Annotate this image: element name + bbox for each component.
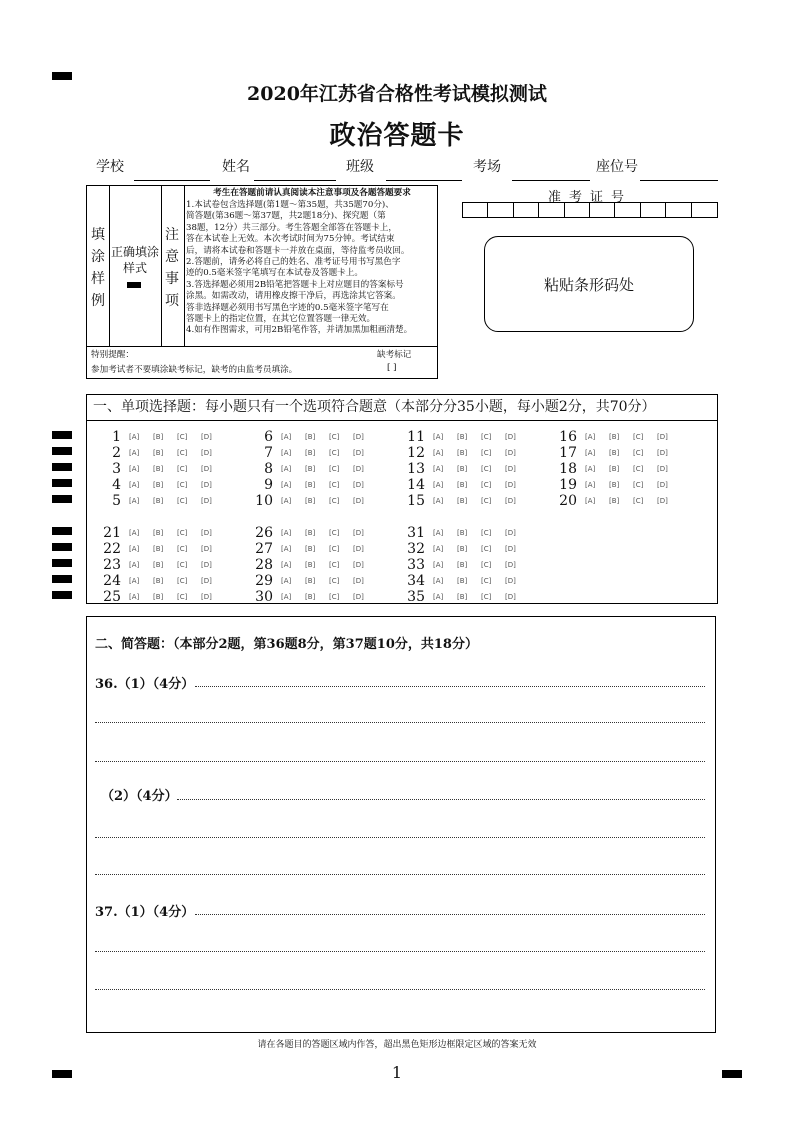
answer-bubble[interactable]: [B] bbox=[153, 593, 164, 601]
notice-line: 3.答选择题必须用2B铅笔把答题卡上对应题目的答案标号 bbox=[186, 279, 404, 290]
answer-bubble[interactable]: [D] bbox=[353, 449, 364, 457]
answer-bubble[interactable]: [C] bbox=[329, 545, 340, 553]
answer-bubble[interactable]: [D] bbox=[505, 529, 516, 537]
question-row bbox=[247, 461, 377, 477]
question-number: 2 bbox=[112, 445, 121, 461]
barcode-area bbox=[484, 236, 694, 332]
short-answer-title: 二、简答题：（本部分2题，第36题8分，第37题10分，共18分） bbox=[95, 637, 478, 652]
answer-bubble[interactable]: [A] bbox=[281, 433, 292, 441]
question-number: 13 bbox=[407, 461, 425, 477]
answer-bubble[interactable]: [D] bbox=[657, 465, 668, 473]
answer-bubble[interactable]: [D] bbox=[657, 481, 668, 489]
q37-part1-label: 37.（1）（4分） bbox=[95, 905, 195, 920]
answer-bubble[interactable]: [B] bbox=[457, 481, 468, 489]
question-row bbox=[551, 477, 681, 493]
answer-bubble[interactable]: [C] bbox=[329, 433, 340, 441]
absent-checkbox[interactable]: [ ] bbox=[387, 363, 397, 373]
question-row bbox=[95, 541, 225, 557]
answer-bubble[interactable]: [C] bbox=[481, 465, 492, 473]
question-row bbox=[247, 557, 377, 573]
question-row bbox=[247, 477, 377, 493]
answer-bubble[interactable]: [A] bbox=[585, 449, 596, 457]
answer-bubble[interactable]: [C] bbox=[633, 497, 644, 505]
notice-line: 答题卡上的指定位置，在其它位置答题一律无效。 bbox=[186, 314, 376, 325]
answer-bubble[interactable]: [B] bbox=[457, 529, 468, 537]
answer-bubble[interactable]: [B] bbox=[305, 465, 316, 473]
question-number: 9 bbox=[264, 477, 273, 493]
answer-bubble[interactable]: [A] bbox=[433, 481, 444, 489]
question-row bbox=[399, 557, 529, 573]
answer-bubble[interactable]: [B] bbox=[305, 577, 316, 585]
question-row bbox=[95, 445, 225, 461]
answer-bubble[interactable]: [C] bbox=[481, 545, 492, 553]
answer-bubble[interactable]: [D] bbox=[505, 449, 516, 457]
question-number: 15 bbox=[407, 493, 425, 509]
question-number: 12 bbox=[407, 445, 425, 461]
answer-bubble[interactable]: [C] bbox=[329, 497, 340, 505]
question-number: 32 bbox=[407, 541, 425, 557]
answer-bubble[interactable]: [A] bbox=[129, 529, 140, 537]
choice-section bbox=[86, 394, 718, 604]
notice-line: 4.如有作图需求，可用2B铅笔作答，并请加黑加粗画清楚。 bbox=[186, 325, 413, 336]
answer-bubble[interactable]: [D] bbox=[505, 433, 516, 441]
answer-bubble[interactable]: [D] bbox=[505, 481, 516, 489]
answer-bubble[interactable]: [D] bbox=[657, 497, 668, 505]
notice-line: 简答题(第36题～第37题，共2题18分)、探究题（第 bbox=[186, 211, 386, 222]
answer-line[interactable] bbox=[95, 722, 705, 723]
correct-fill-sample bbox=[127, 282, 141, 288]
answer-bubble[interactable]: [C] bbox=[481, 577, 492, 585]
exam-room-field[interactable] bbox=[512, 164, 590, 181]
question-row bbox=[399, 461, 529, 477]
answer-bubble[interactable]: [C] bbox=[177, 577, 188, 585]
question-number: 28 bbox=[255, 557, 273, 573]
question-row bbox=[95, 573, 225, 589]
question-number: 31 bbox=[407, 525, 425, 541]
answer-bubble[interactable]: [B] bbox=[153, 433, 164, 441]
answer-bubble[interactable]: [D] bbox=[353, 433, 364, 441]
question-row bbox=[247, 589, 377, 605]
answer-bubble[interactable]: [A] bbox=[585, 481, 596, 489]
answer-bubble[interactable]: [D] bbox=[201, 465, 212, 473]
notice-line: 迹的0.5毫米签字笔填写在本试卷及答题卡上。 bbox=[186, 268, 363, 279]
answer-bubble[interactable]: [A] bbox=[281, 497, 292, 505]
answer-bubble[interactable]: [A] bbox=[433, 497, 444, 505]
exam-title: 2020年江苏省合格性考试模拟测试 bbox=[247, 83, 547, 105]
answer-line[interactable] bbox=[95, 951, 705, 952]
answer-bubble[interactable]: [B] bbox=[457, 433, 468, 441]
question-row bbox=[551, 493, 681, 509]
question-number: 26 bbox=[255, 525, 273, 541]
answer-bubble[interactable]: [A] bbox=[281, 593, 292, 601]
answer-bubble[interactable]: [C] bbox=[633, 433, 644, 441]
answer-bubble[interactable]: [C] bbox=[481, 433, 492, 441]
question-number: 18 bbox=[559, 461, 577, 477]
answer-line[interactable] bbox=[95, 989, 705, 990]
answer-line[interactable] bbox=[95, 874, 705, 875]
answer-bubble[interactable]: [A] bbox=[129, 481, 140, 489]
answer-bubble[interactable]: [B] bbox=[305, 433, 316, 441]
answer-bubble[interactable]: [D] bbox=[201, 433, 212, 441]
answer-bubble[interactable]: [D] bbox=[353, 465, 364, 473]
question-number: 16 bbox=[559, 429, 577, 445]
answer-bubble[interactable]: [A] bbox=[281, 449, 292, 457]
answer-bubble[interactable]: [B] bbox=[457, 593, 468, 601]
question-row bbox=[247, 445, 377, 461]
answer-bubble[interactable]: [D] bbox=[201, 577, 212, 585]
answer-bubble[interactable]: [B] bbox=[457, 561, 468, 569]
answer-bubble[interactable]: [B] bbox=[457, 577, 468, 585]
answer-bubble[interactable]: [D] bbox=[353, 481, 364, 489]
question-number: 4 bbox=[112, 477, 121, 493]
answer-bubble[interactable]: [B] bbox=[609, 449, 620, 457]
question-row bbox=[95, 525, 225, 541]
question-number: 21 bbox=[103, 525, 121, 541]
question-row bbox=[399, 541, 529, 557]
answer-bubble[interactable]: [D] bbox=[505, 465, 516, 473]
notice-label: 注 意 事 项 bbox=[165, 227, 179, 309]
question-row bbox=[399, 445, 529, 461]
answer-bubble[interactable]: [C] bbox=[329, 465, 340, 473]
answer-bubble[interactable]: [D] bbox=[657, 449, 668, 457]
answer-bubble[interactable]: [D] bbox=[353, 529, 364, 537]
notice-heading: 考生在答题前请认真阅读本注意事项及各题答题要求 bbox=[213, 188, 411, 198]
answer-bubble[interactable]: [A] bbox=[129, 545, 140, 553]
question-number: 17 bbox=[559, 445, 577, 461]
answer-bubble[interactable]: [D] bbox=[353, 593, 364, 601]
answer-bubble[interactable]: [D] bbox=[353, 577, 364, 585]
answer-bubble[interactable]: [B] bbox=[305, 529, 316, 537]
answer-bubble[interactable]: [C] bbox=[633, 449, 644, 457]
answer-bubble[interactable]: [B] bbox=[457, 497, 468, 505]
special-text: 参加考试者不要填涂缺考标记，缺考的由监考员填涂。 bbox=[91, 365, 298, 375]
answer-bubble[interactable]: [B] bbox=[153, 449, 164, 457]
timing-mark bbox=[52, 479, 72, 487]
answer-bubble[interactable]: [D] bbox=[353, 561, 364, 569]
choice-section-title: 一、单项选择题：每小题只有一个选项符合题意（本部分分35小题，每小题2分，共70分） bbox=[87, 395, 717, 421]
question-number: 27 bbox=[255, 541, 273, 557]
answer-bubble[interactable]: [B] bbox=[609, 481, 620, 489]
barcode-label: 粘贴条形码处 bbox=[543, 275, 634, 294]
answer-bubble[interactable]: [D] bbox=[505, 593, 516, 601]
timing-mark bbox=[52, 591, 72, 599]
question-number: 35 bbox=[407, 589, 425, 605]
answer-bubble[interactable]: [A] bbox=[281, 465, 292, 473]
question-number: 19 bbox=[559, 477, 577, 493]
answer-bubble[interactable]: [D] bbox=[201, 481, 212, 489]
answer-bubble[interactable]: [B] bbox=[305, 449, 316, 457]
question-row bbox=[247, 525, 377, 541]
timing-mark bbox=[52, 559, 72, 567]
answer-bubble[interactable]: [C] bbox=[329, 577, 340, 585]
answer-bubble[interactable]: [A] bbox=[129, 497, 140, 505]
q36-part1-label: 36.（1）（4分） bbox=[95, 677, 195, 692]
notice-body bbox=[186, 200, 438, 337]
answer-bubble[interactable]: [D] bbox=[201, 561, 212, 569]
question-row bbox=[247, 493, 377, 509]
answer-bubble[interactable]: [B] bbox=[305, 481, 316, 489]
answer-bubble[interactable]: [A] bbox=[129, 449, 140, 457]
answer-bubble[interactable]: [A] bbox=[281, 577, 292, 585]
answer-bubble[interactable]: [C] bbox=[329, 561, 340, 569]
question-number: 6 bbox=[264, 429, 273, 445]
timing-mark bbox=[52, 447, 72, 455]
class-label: 班级 bbox=[346, 159, 374, 175]
answer-bubble[interactable]: [A] bbox=[129, 577, 140, 585]
ticket-number-label: 准考证号 bbox=[547, 190, 632, 205]
question-number: 3 bbox=[112, 461, 121, 477]
short-answer-section bbox=[86, 616, 716, 1033]
answer-bubble[interactable]: [A] bbox=[281, 545, 292, 553]
question-row bbox=[551, 445, 681, 461]
answer-line[interactable] bbox=[95, 837, 705, 838]
answer-bubble[interactable]: [C] bbox=[481, 561, 492, 569]
answer-bubble[interactable]: [D] bbox=[201, 529, 212, 537]
answer-bubble[interactable]: [A] bbox=[433, 561, 444, 569]
answer-bubble[interactable]: [B] bbox=[457, 545, 468, 553]
footer-notice: 请在各题目的答题区域内作答，超出黑色矩形边框限定区域的答案无效 bbox=[257, 1040, 537, 1050]
answer-bubble[interactable]: [B] bbox=[305, 593, 316, 601]
special-label: 特别提醒： bbox=[91, 350, 134, 360]
answer-bubble[interactable]: [C] bbox=[177, 545, 188, 553]
answer-bubble[interactable]: [C] bbox=[177, 529, 188, 537]
answer-bubble[interactable]: [B] bbox=[153, 465, 164, 473]
school-field[interactable] bbox=[134, 164, 210, 181]
answer-bubble[interactable]: [B] bbox=[609, 465, 620, 473]
question-number: 29 bbox=[255, 573, 273, 589]
question-row bbox=[95, 493, 225, 509]
question-number: 33 bbox=[407, 557, 425, 573]
answer-bubble[interactable]: [B] bbox=[153, 561, 164, 569]
notice-line: 答在本试卷上无效。本次考试时间为75分钟。考试结束 bbox=[186, 234, 395, 245]
question-row bbox=[399, 493, 529, 509]
answer-bubble[interactable]: [A] bbox=[281, 561, 292, 569]
question-number: 20 bbox=[559, 493, 577, 509]
answer-bubble[interactable]: [A] bbox=[433, 545, 444, 553]
answer-bubble[interactable]: [B] bbox=[153, 545, 164, 553]
timing-mark bbox=[52, 543, 72, 551]
absent-label: 缺考标记 bbox=[377, 350, 412, 360]
answer-bubble[interactable]: [C] bbox=[329, 593, 340, 601]
ticket-number-grid[interactable] bbox=[462, 202, 718, 218]
answer-bubble[interactable]: [B] bbox=[609, 433, 620, 441]
question-row bbox=[399, 573, 529, 589]
q36-part2-label: （2）（4分） bbox=[101, 789, 178, 804]
answer-bubble[interactable]: [A] bbox=[281, 529, 292, 537]
name-label: 姓名 bbox=[222, 159, 250, 175]
answer-bubble[interactable]: [A] bbox=[129, 433, 140, 441]
timing-mark bbox=[52, 463, 72, 471]
answer-bubble[interactable]: [C] bbox=[481, 593, 492, 601]
answer-bubble[interactable]: [B] bbox=[153, 497, 164, 505]
timing-mark bbox=[52, 527, 72, 535]
question-number: 14 bbox=[407, 477, 425, 493]
answer-bubble[interactable]: [C] bbox=[177, 433, 188, 441]
answer-bubble[interactable]: [C] bbox=[177, 481, 188, 489]
class-field[interactable] bbox=[386, 164, 462, 181]
answer-bubble[interactable]: [C] bbox=[177, 465, 188, 473]
answer-bubble[interactable]: [D] bbox=[201, 449, 212, 457]
timing-mark bbox=[52, 431, 72, 439]
question-row bbox=[551, 429, 681, 445]
seat-label: 座位号 bbox=[596, 159, 638, 175]
answer-bubble[interactable]: [B] bbox=[305, 561, 316, 569]
answer-bubble[interactable]: [D] bbox=[657, 433, 668, 441]
timing-mark bbox=[52, 575, 72, 583]
question-row bbox=[95, 461, 225, 477]
answer-bubble[interactable]: [D] bbox=[505, 545, 516, 553]
seat-field[interactable] bbox=[640, 164, 718, 181]
question-row bbox=[399, 429, 529, 445]
notice-line: 1.本试卷包含选择题(第1题～第35题，共35题70分)、 bbox=[186, 200, 394, 210]
question-row bbox=[247, 573, 377, 589]
notice-line: 答非选择题必须用书写黑色字迹的0.5毫米签字笔写在 bbox=[186, 302, 389, 313]
question-row bbox=[551, 461, 681, 477]
correct-fill-label: 正确填涂样式 bbox=[111, 245, 160, 275]
answer-bubble[interactable]: [B] bbox=[457, 449, 468, 457]
answer-line[interactable] bbox=[195, 914, 705, 915]
answer-bubble[interactable]: [C] bbox=[329, 529, 340, 537]
answer-bubble[interactable]: [C] bbox=[177, 593, 188, 601]
answer-bubble[interactable]: [A] bbox=[433, 593, 444, 601]
answer-line[interactable] bbox=[177, 799, 705, 800]
card-title: 政治答题卡 bbox=[329, 121, 465, 151]
answer-line[interactable] bbox=[95, 761, 705, 762]
answer-bubble[interactable]: [A] bbox=[585, 433, 596, 441]
answer-bubble[interactable]: [C] bbox=[177, 561, 188, 569]
answer-bubble[interactable]: [D] bbox=[201, 497, 212, 505]
page-number: 1 bbox=[391, 1063, 403, 1082]
question-number: 30 bbox=[255, 589, 273, 605]
exam-room-label: 考场 bbox=[473, 159, 501, 175]
question-row bbox=[247, 429, 377, 445]
answer-bubble[interactable]: [D] bbox=[505, 497, 516, 505]
answer-bubble[interactable]: [A] bbox=[585, 497, 596, 505]
answer-bubble[interactable]: [C] bbox=[481, 497, 492, 505]
notice-line: 涂黑。如需改动，请用橡皮擦干净后，再选涂其它答案。 bbox=[186, 291, 401, 302]
question-row bbox=[399, 477, 529, 493]
answer-bubble[interactable]: [C] bbox=[481, 481, 492, 489]
answer-bubble[interactable]: [A] bbox=[433, 449, 444, 457]
question-number: 10 bbox=[255, 493, 273, 509]
question-number: 8 bbox=[264, 461, 273, 477]
answer-bubble[interactable]: [D] bbox=[201, 545, 212, 553]
timing-mark bbox=[52, 495, 72, 503]
answer-bubble[interactable]: [C] bbox=[329, 481, 340, 489]
question-number: 24 bbox=[103, 573, 121, 589]
answer-bubble[interactable]: [A] bbox=[129, 561, 140, 569]
question-row bbox=[95, 589, 225, 605]
notice-line: 后，请将本试卷和答题卡一并放在桌面，等待监考员收回。 bbox=[186, 245, 410, 256]
question-row bbox=[95, 557, 225, 573]
answer-bubble[interactable]: [A] bbox=[585, 465, 596, 473]
question-number: 1 bbox=[112, 429, 121, 445]
answer-bubble[interactable]: [A] bbox=[281, 481, 292, 489]
answer-bubble[interactable]: [C] bbox=[633, 481, 644, 489]
question-number: 5 bbox=[112, 493, 121, 509]
school-label: 学校 bbox=[96, 159, 124, 175]
answer-bubble[interactable]: [B] bbox=[609, 497, 620, 505]
answer-bubble[interactable]: [C] bbox=[177, 449, 188, 457]
answer-line[interactable] bbox=[195, 686, 705, 687]
question-number: 7 bbox=[264, 445, 273, 461]
answer-bubble[interactable]: [B] bbox=[153, 529, 164, 537]
answer-bubble[interactable]: [C] bbox=[329, 449, 340, 457]
question-row bbox=[399, 589, 529, 605]
answer-bubble[interactable]: [A] bbox=[129, 593, 140, 601]
answer-bubble[interactable]: [C] bbox=[481, 449, 492, 457]
answer-bubble[interactable]: [C] bbox=[177, 497, 188, 505]
answer-bubble[interactable]: [D] bbox=[353, 497, 364, 505]
answer-bubble[interactable]: [D] bbox=[353, 545, 364, 553]
answer-bubble[interactable]: [A] bbox=[433, 577, 444, 585]
answer-bubble[interactable]: [D] bbox=[201, 593, 212, 601]
answer-bubble[interactable]: [D] bbox=[505, 577, 516, 585]
question-row bbox=[95, 477, 225, 493]
question-number: 22 bbox=[103, 541, 121, 557]
answer-bubble[interactable]: [A] bbox=[129, 465, 140, 473]
fill-example-label: 填 涂 样 例 bbox=[91, 227, 105, 309]
question-number: 34 bbox=[407, 573, 425, 589]
instructions-box bbox=[86, 185, 438, 379]
question-row bbox=[399, 525, 529, 541]
question-row bbox=[95, 429, 225, 445]
question-number: 11 bbox=[407, 429, 425, 445]
answer-bubble[interactable]: [B] bbox=[153, 481, 164, 489]
answer-bubble[interactable]: [B] bbox=[457, 465, 468, 473]
answer-bubble[interactable]: [B] bbox=[153, 577, 164, 585]
question-row bbox=[247, 541, 377, 557]
answer-bubble[interactable]: [D] bbox=[505, 561, 516, 569]
notice-line: 2.答题前，请务必将自己的姓名、准考证号用书写黑色字 bbox=[186, 257, 401, 268]
question-number: 23 bbox=[103, 557, 121, 573]
name-field[interactable] bbox=[254, 164, 336, 181]
answer-bubble[interactable]: [A] bbox=[433, 465, 444, 473]
answer-bubble[interactable]: [B] bbox=[305, 497, 316, 505]
answer-bubble[interactable]: [C] bbox=[633, 465, 644, 473]
answer-bubble[interactable]: [C] bbox=[481, 529, 492, 537]
answer-bubble[interactable]: [A] bbox=[433, 433, 444, 441]
question-number: 25 bbox=[103, 589, 121, 605]
answer-bubble[interactable]: [A] bbox=[433, 529, 444, 537]
answer-bubble[interactable]: [B] bbox=[305, 545, 316, 553]
notice-line: 38题，12分）共三部分。考生答题全部答在答题卡上， bbox=[186, 222, 397, 233]
